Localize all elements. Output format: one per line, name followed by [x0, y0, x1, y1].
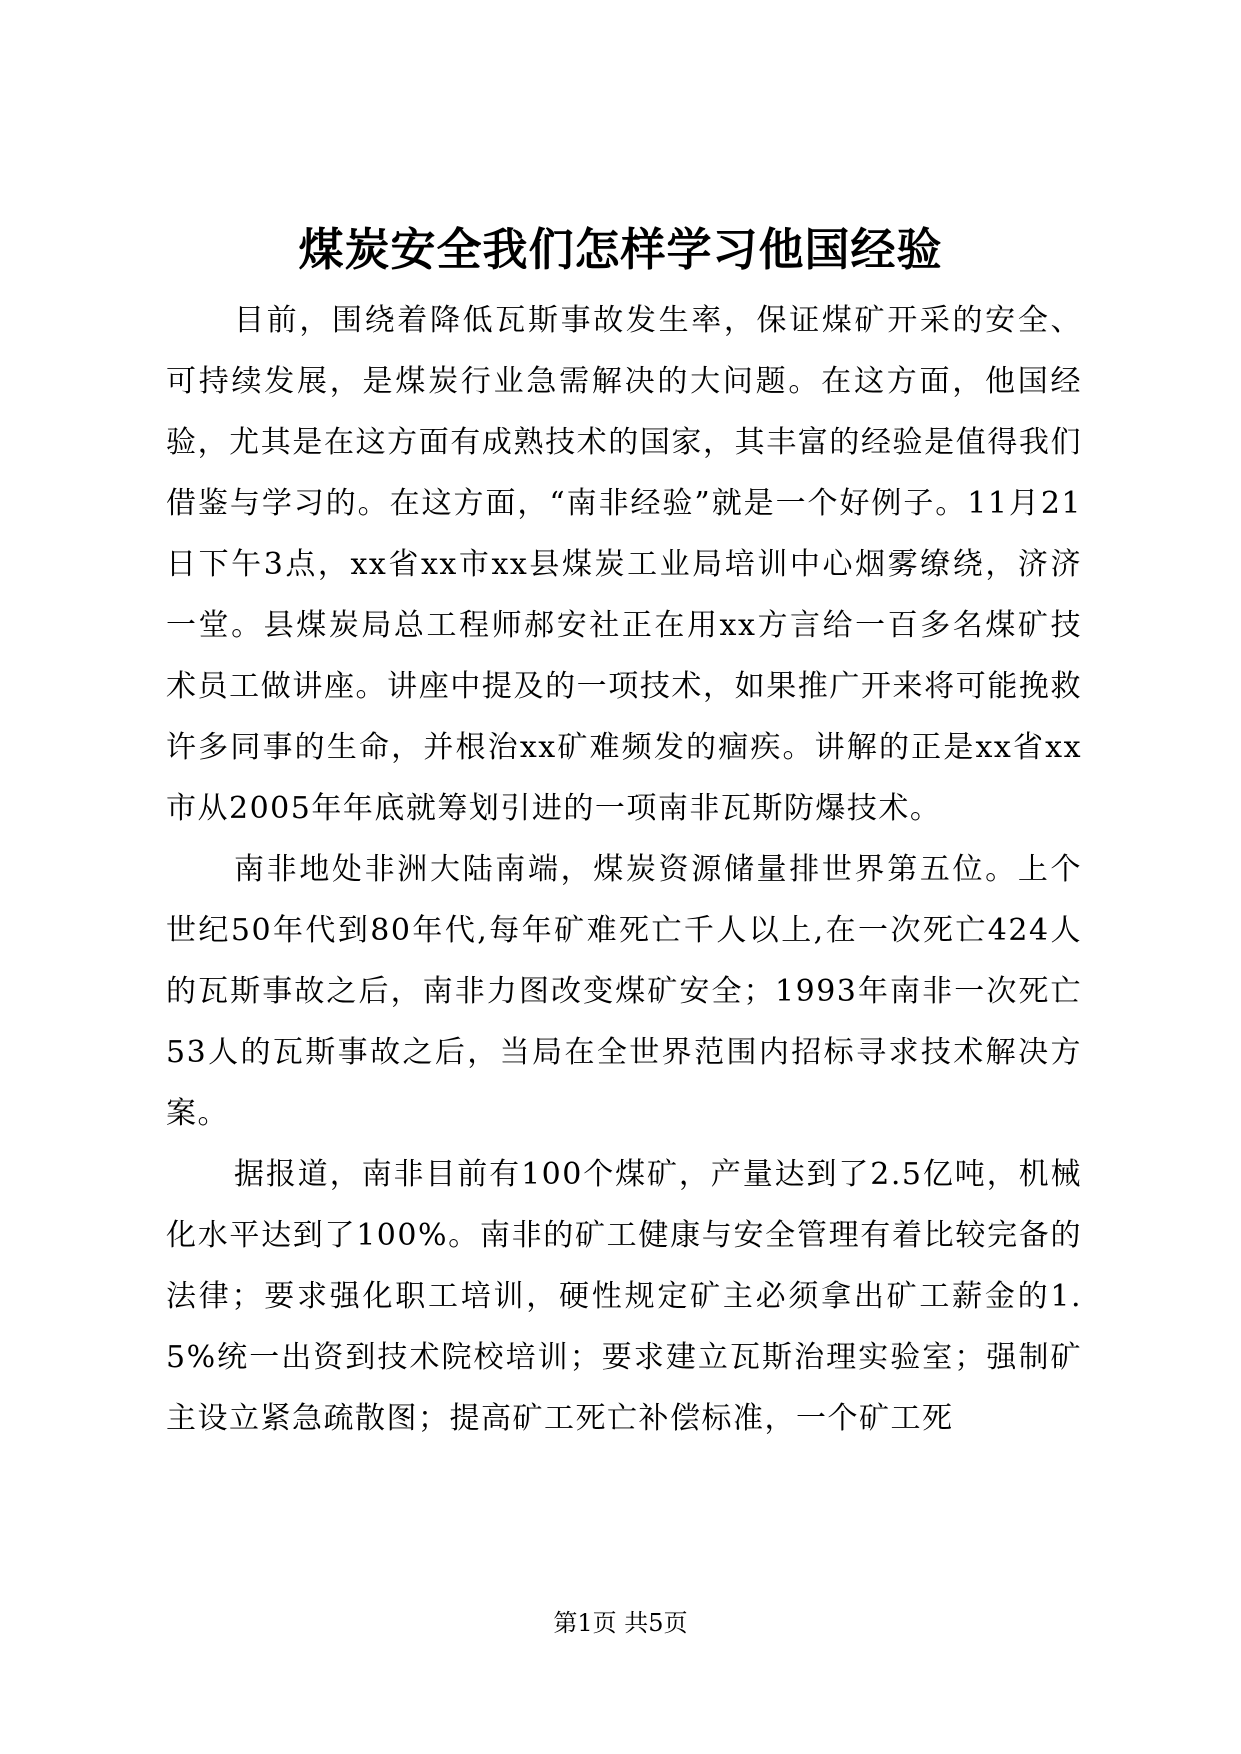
paragraph-2: 南非地处非洲大陆南端，煤炭资源储量排世界第五位。上个世纪50年代到80年代,每年矿难死亡千人以上,在一次死亡424人的瓦斯事故之后，南非力图改变煤矿安全；1993年南非一次死亡53人的瓦斯事故之后，当局在全世界范围内招标寻求技术解决方案。	[166, 852, 1082, 1131]
paragraph-1: 目前，围绕着降低瓦斯事故发生率，保证煤矿开采的安全、可持续发展，是煤炭行业急需解决的大问题。在这方面，他国经验，尤其是在这方面有成熟技术的国家，其丰富的经验是值得我们借鉴与学习的。在这方面，“南非经验”就是一个好例子。11月21日下午3点，xx省xx市xx县煤炭工业局培训中心烟雾缭绕，济济一堂。县煤炭局总工程师郝安社正在用xx方言给一百多名煤矿技术员工做讲座。讲座中提及的一项技术，如果推广开来将可能挽救许多同事的生命，并根治xx矿难频发的痼疾。讲解的正是xx省xx市从2005年年底就筹划引进的一项南非瓦斯防爆技术。	[166, 303, 1082, 826]
paragraph-3: 据报道，南非目前有100个煤矿，产量达到了2.5亿吨，机械化水平达到了100%。南非的矿工健康与安全管理有着比较完备的法律；要求强化职工培训，硬性规定矿主必须拿出矿工薪金的1.5%统一出资到技术院校培训；要求建立瓦斯治理实验室；强制矿主设立紧急疏散图；提高矿工死亡补偿标准，一个矿工死	[166, 1157, 1082, 1436]
document-body	[166, 290, 1082, 1449]
document-title: 煤炭安全我们怎样学习他国经验	[298, 223, 943, 276]
page-number-footer: 第1页 共5页	[553, 1609, 688, 1637]
